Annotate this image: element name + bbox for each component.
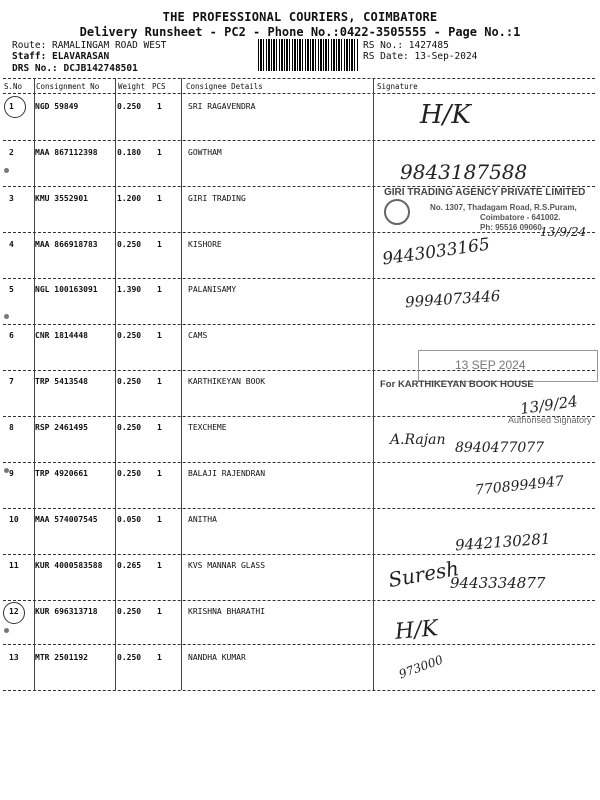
col-weight: Weight xyxy=(118,82,146,91)
authorised-signatory: Authorised Signatory xyxy=(508,415,592,425)
row-sno: 9 xyxy=(9,469,14,478)
row-pcs: 1 xyxy=(157,331,162,340)
row-weight: 0.250 xyxy=(117,331,142,340)
date-note-7: 13/9/24 xyxy=(519,392,579,418)
row-weight: 1.390 xyxy=(117,285,142,294)
col-consignee: Consignee Details xyxy=(186,82,263,91)
staff-label: Staff: ELAVARASAN xyxy=(12,51,110,62)
stamp-address-1: No. 1307, Thadagam Road, R.S.Puram, xyxy=(430,203,577,212)
row-sno: 12 xyxy=(9,607,19,616)
phone-note-10: 9442130281 xyxy=(454,529,551,555)
row-consignment: MAA 866918783 xyxy=(35,240,98,249)
table-bottom-border xyxy=(3,690,595,691)
row-sno: 1 xyxy=(9,102,14,111)
row-sno: 10 xyxy=(9,515,19,524)
row-pcs: 1 xyxy=(157,148,162,157)
row-pcs: 1 xyxy=(157,607,162,616)
table-top-border xyxy=(3,78,595,79)
row-consignment: MAA 867112398 xyxy=(35,148,98,157)
row-sno: 6 xyxy=(9,331,14,340)
signature-8: A.Rajan xyxy=(390,432,446,448)
phone-note-11: 9443334877 xyxy=(450,574,546,592)
table-row xyxy=(0,601,600,649)
row-pcs: 1 xyxy=(157,194,162,203)
row-circle-mark xyxy=(4,96,26,118)
row-consignment: NGL 100163091 xyxy=(35,285,98,294)
col-sno: S.No xyxy=(4,82,23,91)
row-circle-mark xyxy=(3,602,25,624)
row-pcs: 1 xyxy=(157,102,162,111)
row-weight: 0.050 xyxy=(117,515,142,524)
row-sno: 11 xyxy=(9,561,19,570)
signature-13: 973000 xyxy=(396,652,445,682)
row-sno: 3 xyxy=(9,194,14,203)
table-row xyxy=(0,94,600,142)
table-row xyxy=(0,279,600,327)
col-consignment: Consignment No xyxy=(36,82,100,91)
row-weight: 0.250 xyxy=(117,607,142,616)
row-weight: 0.180 xyxy=(117,148,142,157)
stamp-logo xyxy=(384,199,410,225)
row-consignment: TRP 4920661 xyxy=(35,469,88,478)
row-pcs: 1 xyxy=(157,469,162,478)
row-consignment: MTR 2501192 xyxy=(35,653,88,662)
company-title: THE PROFESSIONAL COURIERS, COIMBATORE xyxy=(162,10,438,24)
table-row xyxy=(0,233,600,281)
row-consignment: MAA 574007545 xyxy=(35,515,98,524)
row-consignee: KRISHNA BHARATHI xyxy=(188,607,266,616)
row-sno: 5 xyxy=(9,285,14,294)
rs-date: RS Date: 13-Sep-2024 xyxy=(363,51,478,62)
row-weight: 0.250 xyxy=(117,240,142,249)
row-consignment: KUR 696313718 xyxy=(35,607,98,616)
signature-12: H/K xyxy=(393,616,440,645)
row-consignee: NANDHA KUMAR xyxy=(188,653,246,662)
row-pcs: 1 xyxy=(157,285,162,294)
row-sno: 13 xyxy=(9,653,19,662)
row-consignee: ANITHA xyxy=(188,515,217,524)
row-consignee: GIRI TRADING xyxy=(188,194,246,203)
row-consignee: PALANISAMY xyxy=(188,285,237,294)
route-label: Route: RAMALINGAM ROAD WEST xyxy=(12,40,167,51)
row-weight: 0.250 xyxy=(117,423,142,432)
row-pcs: 1 xyxy=(157,515,162,524)
punch-hole xyxy=(4,468,9,473)
row-pcs: 1 xyxy=(157,377,162,386)
company-stamp: GIRI TRADING AGENCY PRIVATE LIMITED xyxy=(384,187,586,198)
row-consignee: KARTHIKEYAN BOOK xyxy=(188,377,266,386)
signature-1: H/K xyxy=(420,100,471,130)
col-signature: Signature xyxy=(377,82,418,91)
row-pcs: 1 xyxy=(157,653,162,662)
row-weight: 0.250 xyxy=(117,377,142,386)
rs-number: RS No.: 1427485 xyxy=(363,40,449,51)
row-consignment: KUR 4000583588 xyxy=(35,561,103,570)
punch-hole xyxy=(4,168,9,173)
row-consignment: TRP 5413548 xyxy=(35,377,88,386)
date-stamp-6: 13 SEP 2024 xyxy=(455,358,526,372)
drs-number: DRS No.: DCJB142748501 xyxy=(12,63,138,74)
phone-note-5: 9994073446 xyxy=(404,286,501,312)
date-stamp-box xyxy=(418,350,598,382)
punch-hole xyxy=(4,628,9,633)
phone-note-2: 9843187588 xyxy=(400,160,528,184)
runsheet-subtitle: Delivery Runsheet - PC2 - Phone No.:0422-3505555 - Page No.:1 xyxy=(79,25,521,39)
company-stamp-7: For KARTHIKEYAN BOOK HOUSE xyxy=(380,379,534,390)
row-sno: 7 xyxy=(9,377,14,386)
row-weight: 0.250 xyxy=(117,469,142,478)
row-weight: 0.250 xyxy=(117,102,142,111)
row-weight: 0.250 xyxy=(117,653,142,662)
stamp-phone: Ph: 95516 09060 xyxy=(480,223,542,232)
table-row xyxy=(0,645,600,693)
row-consignment: CNR 1814448 xyxy=(35,331,88,340)
row-consignment: RSP 2461495 xyxy=(35,423,88,432)
barcode xyxy=(258,39,358,71)
row-consignee: KVS MANNAR GLASS xyxy=(188,561,266,570)
row-pcs: 1 xyxy=(157,561,162,570)
date-note-3: 13/9/24 xyxy=(540,225,587,239)
row-consignee: TEXCHEME xyxy=(188,423,227,432)
row-sno: 8 xyxy=(9,423,14,432)
stamp-address-2: Coimbatore - 641002. xyxy=(480,213,561,222)
row-pcs: 1 xyxy=(157,240,162,249)
row-sno: 4 xyxy=(9,240,14,249)
col-pcs: PCS xyxy=(152,82,166,91)
signature-11: Suresh xyxy=(386,556,461,592)
row-consignee: BALAJI RAJENDRAN xyxy=(188,469,266,478)
punch-hole xyxy=(4,314,9,319)
row-consignment: KMU 3552901 xyxy=(35,194,88,203)
phone-note-4: 9443033165 xyxy=(381,234,492,270)
row-consignee: KISHORE xyxy=(188,240,222,249)
row-weight: 1.200 xyxy=(117,194,142,203)
row-consignee: SRI RAGAVENDRA xyxy=(188,102,256,111)
phone-note-9: 7708994947 xyxy=(474,473,565,499)
phone-note-8: 8940477077 xyxy=(455,440,545,456)
row-pcs: 1 xyxy=(157,423,162,432)
row-weight: 0.265 xyxy=(117,561,142,570)
row-consignee: CAMS xyxy=(188,331,208,340)
row-consignment: NGD 59849 xyxy=(35,102,79,111)
row-sno: 2 xyxy=(9,148,14,157)
row-consignee: GOWTHAM xyxy=(188,148,222,157)
